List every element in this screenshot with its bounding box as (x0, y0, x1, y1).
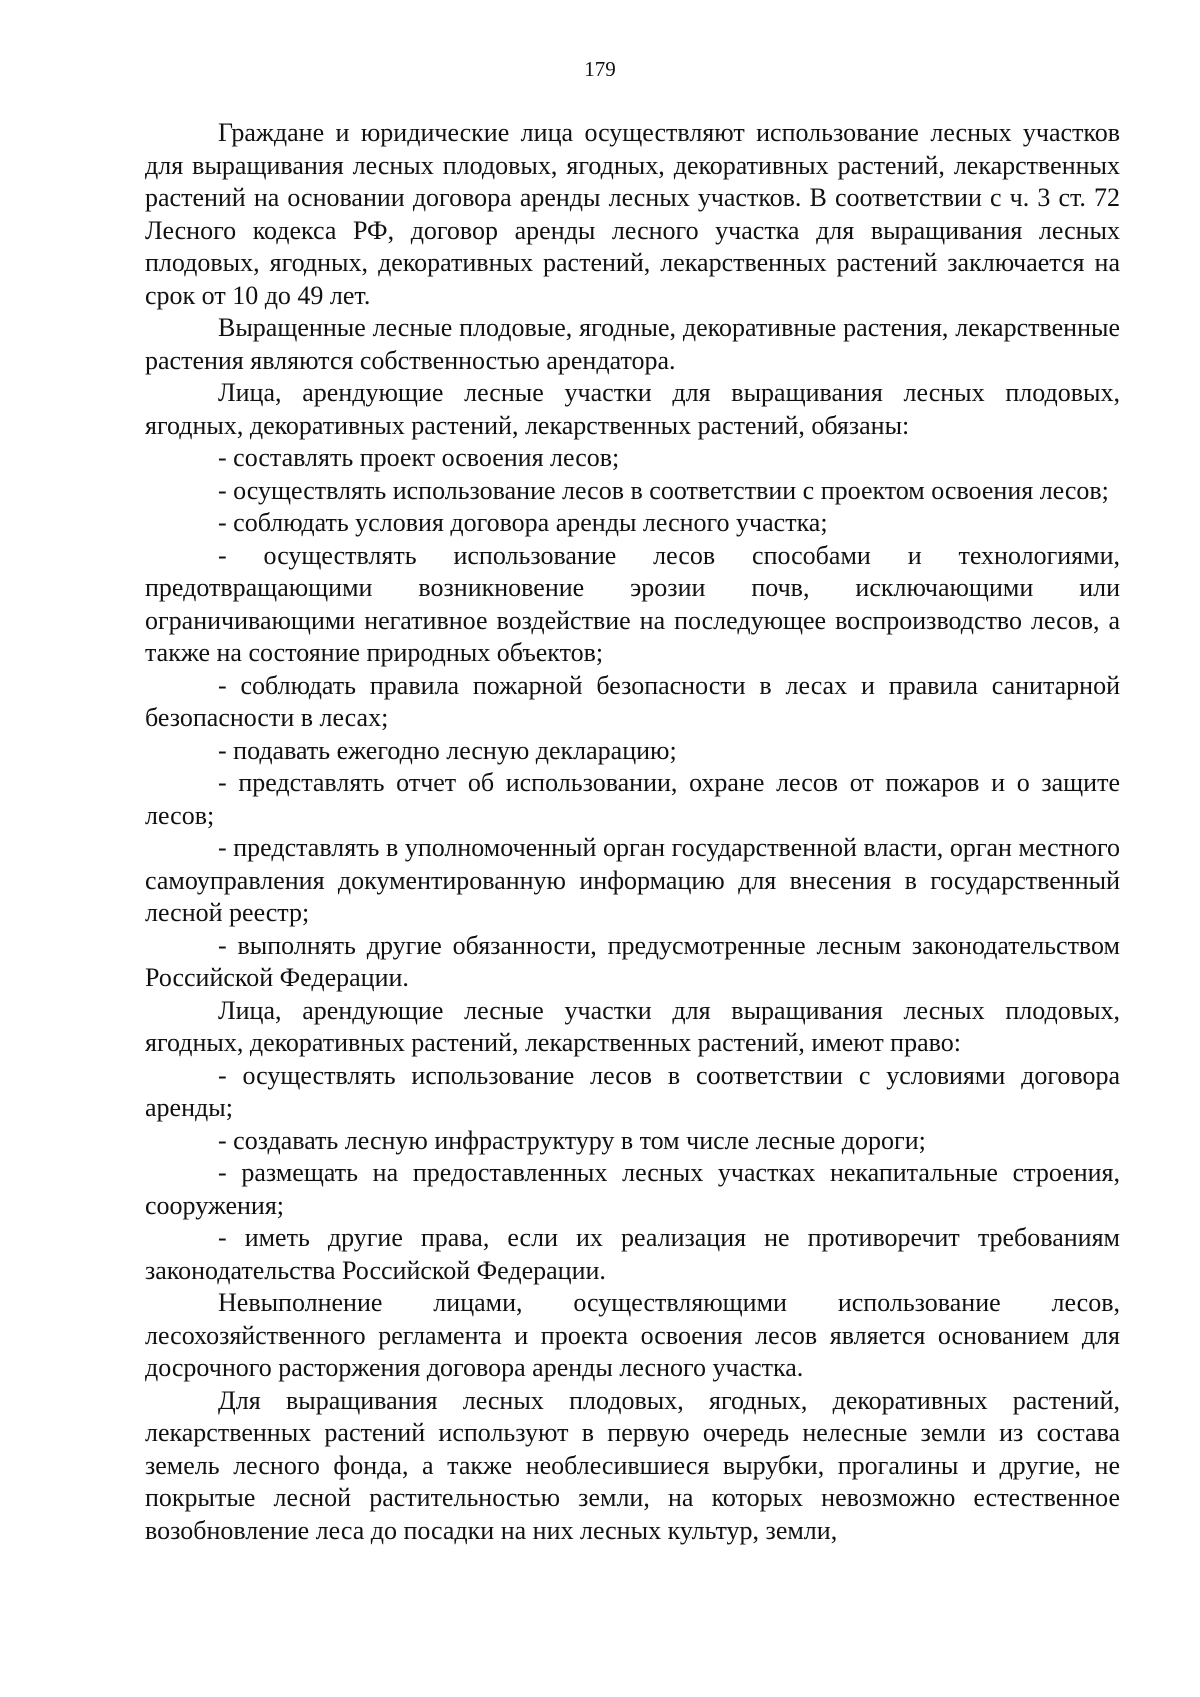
list-item: - создавать лесную инфраструктуру в том числе лесные дороги; (218, 1125, 926, 1155)
list-item: - подавать ежегодно лесную декларацию; (218, 735, 677, 765)
paragraph: Выращенные лесные плодовые, ягодные, декоративные растения, лекарственные растения являются собственностью арендатора. (145, 313, 1120, 375)
paragraph: Граждане и юридические лица осуществляют использование лесных участков для выращивания лесных плодовых, ягодных, декоративных растений, лекарственных растений на основании договора аренды лесных участков. В соответствии с ч. 3 ст. 72 Лесного кодекса РФ, договор аренды лесного участка для выращивания лесных плодовых, ягодных, декоративных растений, лекарственных растений заключается на срок от 10 до 49 лет. (145, 118, 1120, 310)
list-item: - составлять проект освоения лесов; (218, 443, 620, 472)
document-body (145, 117, 1120, 1547)
page-number: 179 (584, 57, 616, 81)
paragraph: Для выращивания лесных плодовых, ягодных, декоративных растений, лекарственных растений используют в первую очередь нелесные земли из состава земель лесного фонда, а также необлесившиеся вырубки, прогалины и другие, не покрытые лесной растительностью земли, на которых невозможно естественное возобновление леса до посадки на них лесных культур, земли, (145, 1385, 1120, 1545)
list-item: - соблюдать условия договора аренды лесного участка; (218, 508, 828, 537)
list-item: - осуществлять использование лесов в соответствии с проектом освоения лесов; (218, 475, 1109, 505)
paragraph: Лица, арендующие лесные участки для выращивания лесных плодовых, ягодных, декоративных растений, лекарственных растений, имеют право: (145, 995, 1120, 1057)
list-item: - соблюдать правила пожарной безопасности в лесах и правила санитарной безопасности в лесах; (145, 670, 1120, 732)
paragraph: Невыполнение лицами, осуществляющими использование лесов, лесохозяйственного регламента и проекта освоения лесов является основанием для досрочного расторжения договора аренды лесного участка. (145, 1288, 1120, 1382)
list-item: - представлять в уполномоченный орган государственной власти, орган местного самоуправления документированную информацию для внесения в государственный лесной реестр; (145, 833, 1120, 927)
list-item: - представлять отчет об использовании, охране лесов от пожаров и о защите лесов; (145, 768, 1120, 830)
list-item: - выполнять другие обязанности, предусмотренные лесным законодательством Российской Федерации. (145, 930, 1120, 992)
list-item: - осуществлять использование лесов в соответствии с условиями договора аренды; (145, 1060, 1120, 1122)
list-item: - иметь другие права, если их реализация не противоречит требованиям законодательства Российской Федерации. (145, 1223, 1120, 1285)
list-item: - осуществлять использование лесов способами и технологиями, предотвращающими возникновение эрозии почв, исключающими или ограничивающими негативное воздействие на последующее воспроизводство лесов, а также на состояние природных объектов; (145, 540, 1120, 667)
list-item: - размещать на предоставленных лесных участках некапитальные строения, сооружения; (145, 1158, 1120, 1220)
paragraph: Лица, арендующие лесные участки для выращивания лесных плодовых, ягодных, декоративных растений, лекарственных растений, обязаны: (145, 378, 1120, 440)
